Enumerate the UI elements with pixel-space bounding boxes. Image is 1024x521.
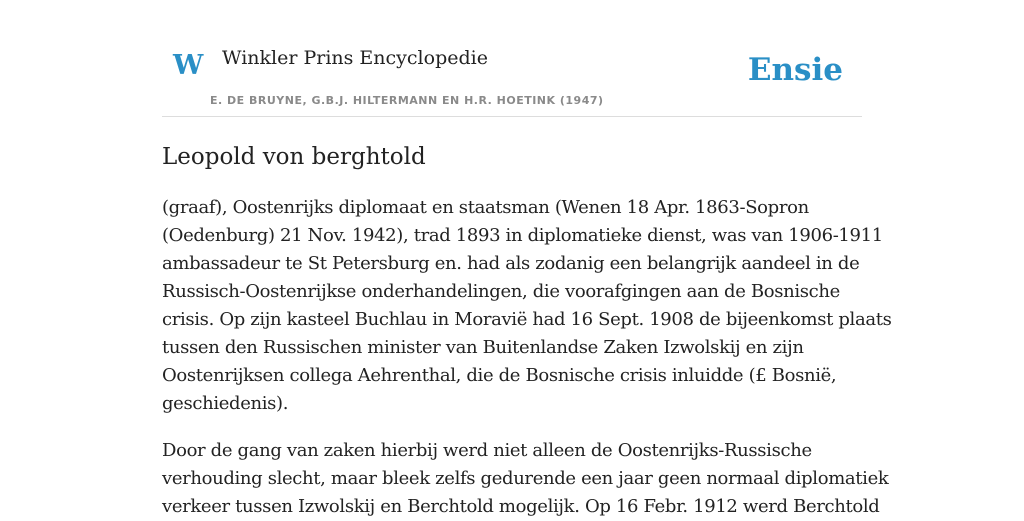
header: [162, 0, 862, 117]
paragraph-line: ambassadeur te St Petersburg en. had als zodanig een belangrijk aandeel in de: [162, 253, 860, 274]
paragraph-line: (Oedenburg) 21 Nov. 1942), trad 1893 in diplomatieke dienst, was van 1906-1911: [162, 225, 883, 246]
publication-title[interactable]: Winkler Prins Encyclopedie: [222, 47, 488, 69]
paragraph-line: Russisch-Oostenrijkse onderhandelingen, die voorafgingen aan de Bosnische: [162, 281, 840, 302]
article-page: [162, 0, 892, 521]
paragraph-line: Door de gang van zaken hierbij werd niet alleen de Oostenrijks-Russische: [162, 440, 812, 461]
publication-logo-icon[interactable]: W: [173, 50, 204, 81]
ensie-logo-link[interactable]: Ensie: [747, 52, 843, 88]
article-title: Leopold von berghtold: [162, 144, 426, 170]
paragraph-line: crisis. Op zijn kasteel Buchlau in Moravië had 16 Sept. 1908 de bijeenkomst plaats: [162, 309, 892, 330]
paragraph-line: Oostenrijksen collega Aehrenthal, die de Bosnische crisis inluidde (£ Bosnië,: [162, 365, 837, 386]
paragraph-line: verhouding slecht, maar bleek zelfs gedurende een jaar geen normaal diplomatiek: [162, 468, 889, 489]
publication-authors: E. DE BRUYNE, G.B.J. HILTERMANN EN H.R. HOETINK (1947): [210, 94, 604, 107]
paragraph-line: verkeer tussen Izwolskij en Berchtold mogelijk. Op 16 Febr. 1912 werd Berchtold: [162, 496, 880, 517]
article-paragraph-1: [162, 194, 892, 418]
paragraph-line: geschiedenis).: [162, 393, 289, 414]
paragraph-line: (graaf), Oostenrijks diplomaat en staatsman (Wenen 18 Apr. 1863-Sopron: [162, 197, 809, 218]
paragraph-line: tussen den Russischen minister van Buitenlandse Zaken Izwolskij en zijn: [162, 337, 804, 358]
article-paragraph-2: [162, 437, 889, 521]
